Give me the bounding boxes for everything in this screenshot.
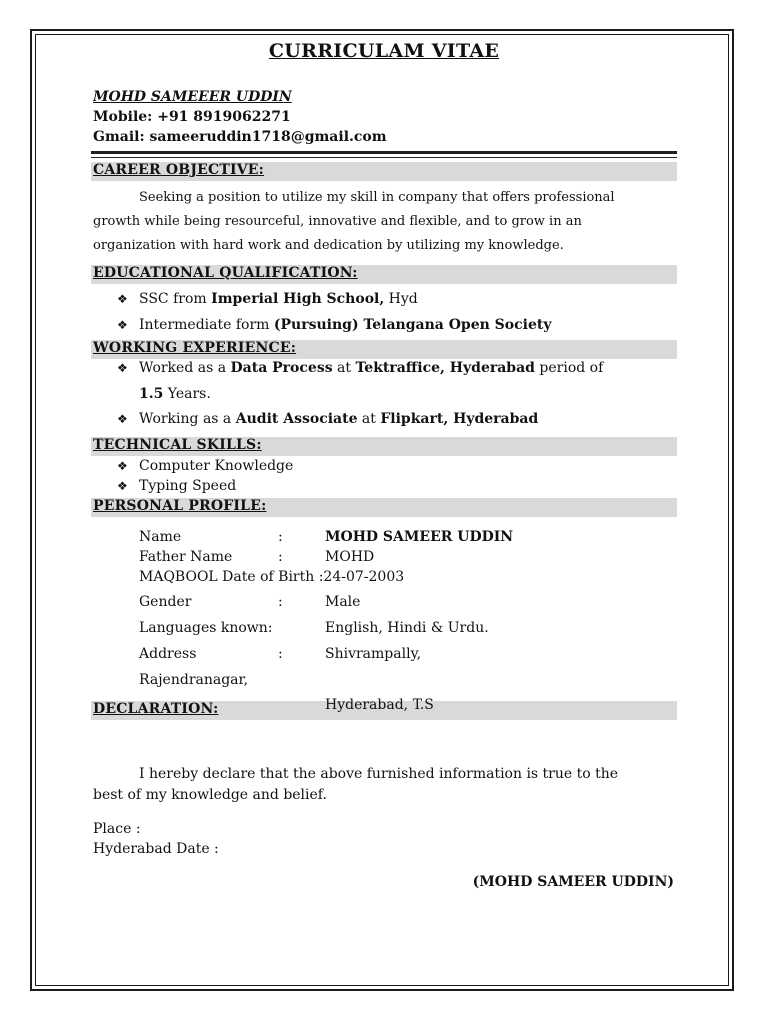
profile-separator: : xyxy=(278,646,283,662)
list-item: ❖ SSC from Imperial High School, Hyd xyxy=(117,291,418,307)
objective-line: organization with hard work and dedication by utilizing my knowledge. xyxy=(93,238,564,253)
objective-paragraph xyxy=(93,186,675,258)
list-item: ❖ Intermediate form (Pursuing) Telangana Open Society xyxy=(117,317,552,333)
section-experience xyxy=(91,340,677,359)
profile-gender-value: Male xyxy=(325,594,361,610)
profile-father-value: MOHD xyxy=(325,549,375,565)
profile-address-line2: Rajendranagar, xyxy=(139,672,249,688)
gmail-address: Gmail: sameeruddin1718@gmail.com xyxy=(93,129,387,145)
profile-dob-line: MAQBOOL Date of Birth :24-07-2003 xyxy=(139,569,405,585)
declaration-line: I hereby declare that the above furnished information is true to the xyxy=(139,766,619,782)
profile-languages-value: English, Hindi & Urdu. xyxy=(325,620,489,636)
declaration-text xyxy=(93,764,638,806)
objective-line: Seeking a position to utilize my skill in company that offers professional xyxy=(139,190,615,205)
date-label: Hyderabad Date : xyxy=(93,841,219,857)
mobile-number: Mobile: +91 8919062271 xyxy=(93,109,291,125)
section-title: WORKING EXPERIENCE: xyxy=(93,340,297,356)
document-title: CURRICULAM VITAE xyxy=(268,40,500,62)
section-title: DECLARATION: xyxy=(93,701,219,717)
section-skills xyxy=(91,437,677,456)
objective-line: growth while being resourceful, innovative and flexible, and to grow in an xyxy=(93,214,582,229)
diamond-bullet-icon: ❖ xyxy=(117,412,128,426)
candidate-name: MOHD SAMEEER UDDIN xyxy=(93,89,292,105)
declaration-line: best of my knowledge and belief. xyxy=(93,787,327,803)
profile-address-line3: Hyderabad, T.S xyxy=(325,697,434,713)
diamond-bullet-icon: ❖ xyxy=(117,479,128,493)
profile-address-label: Address xyxy=(139,646,197,662)
signature-name: (MOHD SAMEER UDDIN) xyxy=(472,874,674,890)
section-title: EDUCATIONAL QUALIFICATION: xyxy=(93,265,358,281)
section-title: TECHNICAL SKILLS: xyxy=(93,437,262,453)
list-item: ❖ Working as a Audit Associate at Flipkart, Hyderabad xyxy=(117,411,539,427)
section-career-objective xyxy=(91,162,677,181)
list-item: ❖ Worked as a Data Process at Tektraffice, Hyderabad period of xyxy=(117,360,604,376)
diamond-bullet-icon: ❖ xyxy=(117,292,128,306)
diamond-bullet-icon: ❖ xyxy=(117,361,128,375)
header-rule-thin xyxy=(91,157,677,158)
list-item: ❖ Typing Speed xyxy=(117,478,237,494)
section-education xyxy=(91,265,677,284)
section-title: PERSONAL PROFILE: xyxy=(93,498,267,514)
profile-languages-label: Languages known: xyxy=(139,620,273,636)
diamond-bullet-icon: ❖ xyxy=(117,459,128,473)
profile-name-label: Name xyxy=(139,529,182,545)
profile-gender-label: Gender xyxy=(139,594,192,610)
list-item-continuation: 1.5 Years. xyxy=(139,386,211,402)
profile-address-line1: Shivrampally, xyxy=(325,646,422,662)
section-title: CAREER OBJECTIVE: xyxy=(93,162,265,178)
header-rule-thick xyxy=(91,151,677,154)
list-item: ❖ Computer Knowledge xyxy=(117,458,294,474)
diamond-bullet-icon: ❖ xyxy=(117,318,128,332)
profile-name-value: MOHD SAMEER UDDIN xyxy=(325,529,514,545)
profile-separator: : xyxy=(278,549,283,565)
profile-separator: : xyxy=(278,594,283,610)
profile-separator: : xyxy=(278,529,283,545)
profile-father-label: Father Name xyxy=(139,549,233,565)
place-label: Place : xyxy=(93,821,141,837)
section-profile xyxy=(91,498,677,517)
